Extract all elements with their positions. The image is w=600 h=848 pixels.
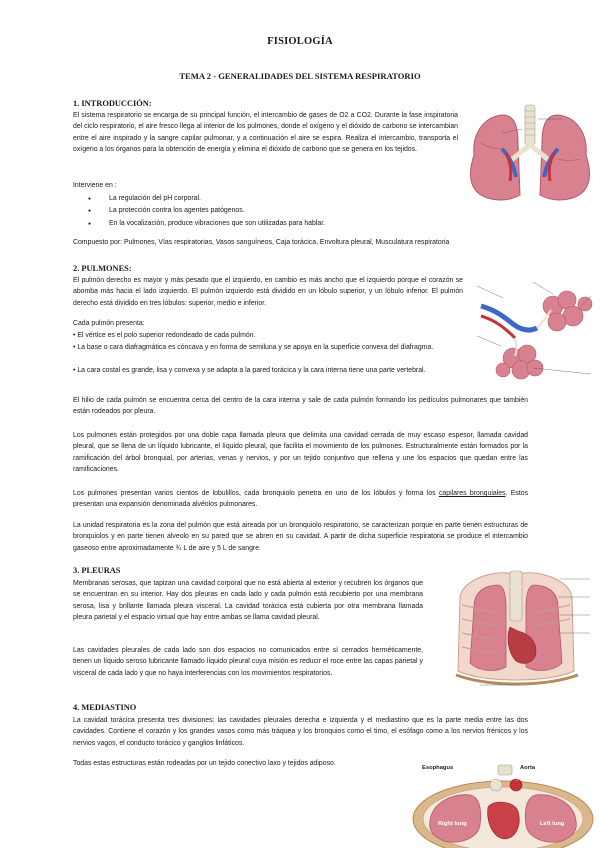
list-item: ● La protección contra los agentes patógenos.: [88, 205, 325, 217]
pulmones-paragraph-3: Los pulmones están protegidos por una doble capa llamada pleura que delimita una cavidad cerrada de muy escaso espesor, llamada cavidad pleural, que se llena de un líquido lubricante, el líquido pleural, que facilita el movimiento de los pulmones. Estructuralmente están formados por la ramificación del árbol bronquial, por arterias, venas y nervios, y por un tejido conjuntivo que rellena y une los espacios que quedan entre las ramificaciones.: [73, 432, 528, 474]
document-subtitle: TEMA 2 - GENERALIDADES DEL SISTEMA RESPIRATORIO: [179, 71, 421, 81]
pulmones-paragraph-4: Los pulmones presentan varios cientos de lobulillos, cada bronquiolo penetra en uno de los lóbulos y forma los capilares bronquiales. Estos presentan una expansión denominada alvéolos pulmonares.: [73, 490, 529, 509]
pleuras-paragraph-1: Membranas serosas, que tapizan una cavidad corporal que no está abierta al exterior y recubren los órganos que se encuentran en su interior. Hay dos pleuras en cada lado y cada pulmón está recubierto por una membrana serosa, lisa y brillante llamada pleura visceral. La cavidad torácica está cubierta por otra membrana llamada pleura parietal y el espacio virtual que hay entre ambas se llama cavidad pleural.: [73, 580, 423, 622]
mediastino-illustration: [408, 763, 598, 848]
pleuras-paragraph-2: Las cavidades pleurales de cada lado son dos espacios no comunicados entre sí cerrados herméticamente, tienen un líquido seroso lubricante llamado líquido pleural cuya misión es reducir el roce entre las capas parietal y visceral de cada lado y que no haya interferencias con los movimientos respiratorios.: [73, 647, 423, 677]
cada-pulmon-label: Cada pulmón presenta:: [73, 320, 145, 327]
pulmon-point: • La cara costal es grande, lisa y convexa y se adapta a la pared torácica y la cara interna tiene una parte vertebral.: [73, 367, 426, 374]
section-heading-pulmones: 2. PULMONES:: [73, 264, 132, 273]
figure-label-esophagus: Esophagus: [422, 765, 454, 771]
figure-label-right-lung: Right lung: [438, 821, 467, 827]
alveoli-illustration: [473, 276, 597, 386]
section-heading-introduccion: 1. INTRODUCCIÓN:: [73, 99, 152, 108]
mediastino-paragraph-1: La cavidad torácica presenta tres divisiones: las cavidades pleurales derecha e izquierda y el mediastino que es la parte media entre las dos cavidades. Contiene el corazón y los grandes vasos como más tráquea y los bronquios como el timo, el esófago como a los nervios frénicos y los nervios vagos, el conducto torácico y ganglios linfáticos.: [73, 717, 528, 747]
capilares-term: capilares bronquiales: [438, 490, 506, 497]
document-title: FISIOLOGÍA: [267, 36, 333, 47]
list-item: ● La regulación del pH corporal.: [88, 193, 325, 205]
figure-label-aorta: Aorta: [520, 765, 536, 771]
pulmones-paragraph-5: La unidad respiratoria es la zona del pulmón que está aireada por un bronquiolo respiratorio, se caracterizan porque en parte tienen estructuras de bronquiolos y en parte tienen alveolo en su pared que se abren en su cavidad. A partir de dicha superficie respiratoria se produce el intercambio gaseoso entre aproximadamente ¾ L de aire y 5 L de sangre.: [73, 522, 528, 552]
list-item: ● En la vocalización, produce vibraciones que son utilizadas para hablar.: [88, 218, 325, 230]
pulmones-paragraph-2: El hilio de cada pulmón se encuentra cerca del centro de la cara interna y sale de cada pulmón formando los pedículos pulmonares que también están rodeados por pleura.: [73, 397, 528, 416]
lungs-illustration: [462, 103, 598, 211]
pleura-illustration: [440, 567, 598, 695]
compuesto-line: Compuesto por: Pulmones, Vías respiratorias, Vasos sanguíneos, Caja torácica, Envoltura pleural, Musculatura respiratoria: [73, 239, 450, 246]
interviene-list: [88, 193, 325, 230]
mediastino-paragraph-2: Todas estas estructuras están rodeadas por un tejido conectivo laxo y tejidos adiposo.: [73, 760, 336, 767]
pulmon-point: • El vértice es el polo superior redondeado de cada pulmón.: [73, 332, 256, 339]
figure-label-left-lung: Left lung: [540, 821, 565, 827]
intro-paragraph: El sistema respiratorio se encarga de su principal función, el intercambio de gases de O2 a CO2. Durante la fase inspiratoria del ciclo respiratorio, el aire fresco llega al interior de los pulmones, donde el oxígeno y el dióxido de carbono se intercambian entre el aire inspirado y la sangre capilar pulmonar, y a continuación el aire se espira. Realiza el intercambio, transporta el oxígeno a los órganos para la obtención de energía y elimina el dióxido de carbono que se genera en los tejidos.: [73, 112, 458, 154]
section-heading-pleuras: 3. PLEURAS: [73, 566, 121, 575]
section-heading-mediastino: 4. MEDIASTINO: [73, 703, 137, 712]
pulmon-point: • La base o cara diafragmática es cóncava y en forma de semiluna y se apoya en la superficie convexa del diafragma.: [73, 344, 434, 351]
interviene-label: Interviene en :: [73, 182, 117, 189]
pulmones-paragraph-1: El pulmón derecho es mayor y más pesado que el izquierdo, en cambio es más ancho que el izquierdo porque el corazón se abomba más hacia el lado izquierdo. El pulmón izquierdo está dividido en un lóbulo superior, y un lóbulo inferior. El pulmón derecho está dividido en tres lóbulos: superior, medio e inferior.: [73, 277, 463, 307]
